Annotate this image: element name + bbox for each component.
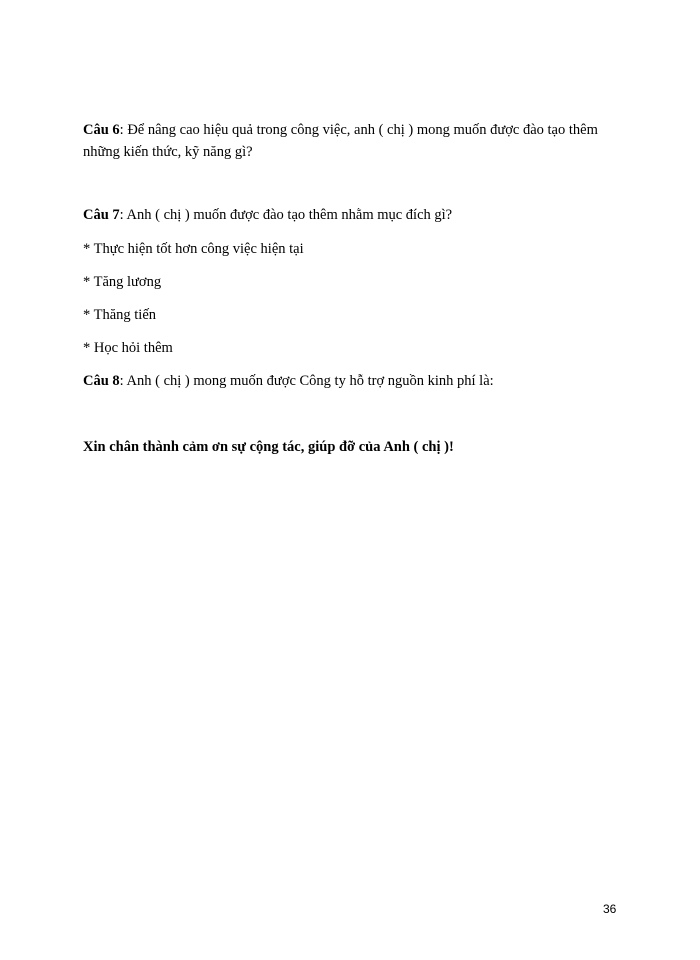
question-7-option-4: * Học hỏi thêm [83,340,173,356]
page-number: 36 [603,902,617,916]
question-6-line-2: những kiến thức, kỹ năng gì? [83,144,253,160]
question-8-text: : Anh ( chị ) mong muốn được Công ty hỗ trợ nguồn kinh phí là: [119,373,494,389]
question-7-option-3: * Thăng tiến [83,307,157,323]
question-6-label: Câu 6 [83,122,120,138]
question-7-option-1: * Thực hiện tốt hơn công việc hiện tại [83,241,304,257]
question-8 [83,372,494,390]
question-7-option-2: * Tăng lương [83,274,162,290]
question-7-label: Câu 7 [83,207,120,223]
question-7-text: : Anh ( chị ) muốn được đào tạo thêm nhằm mục đích gì? [119,207,453,223]
question-6-text: : Để nâng cao hiệu quả trong công việc, anh ( chị ) mong muốn được đào tạo thêm [119,122,598,138]
question-6-line-1 [83,121,598,139]
closing-statement: Xin chân thành cảm ơn sự cộng tác, giúp đỡ của Anh ( chị )! [83,439,454,455]
question-7 [83,206,452,224]
question-8-label: Câu 8 [83,373,120,389]
